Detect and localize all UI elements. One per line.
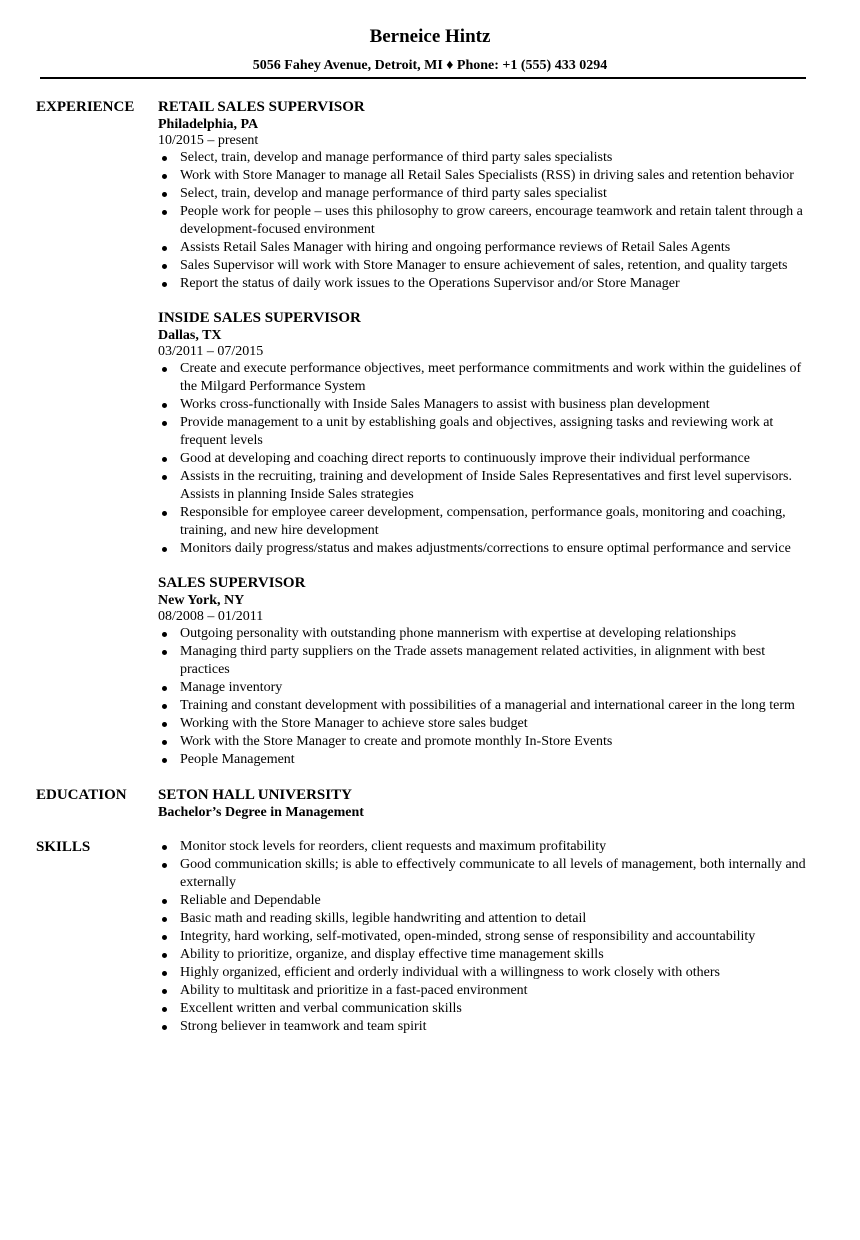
bullet-item: Create and execute performance objectives, meet performance commitments and work within the guidelines of the Milgard Performance System <box>158 360 808 396</box>
job-location: Philadelphia, PA <box>158 117 259 132</box>
skills-body <box>158 838 808 1036</box>
skill-item: Highly organized, efficient and orderly individual with a willingness to work closely with others <box>158 964 808 982</box>
experience-heading: EXPERIENCE <box>36 99 135 115</box>
skill-item: Reliable and Dependable <box>158 892 808 910</box>
bullet-item: Work with Store Manager to manage all Retail Sales Specialists (RSS) in driving sales and retention behavior <box>158 167 808 185</box>
education-section <box>0 786 860 821</box>
school-name: SETON HALL UNIVERSITY <box>158 787 352 803</box>
bullet-item: Training and constant development with possibilities of a managerial and international career in the long term <box>158 697 808 715</box>
bullet-item: People work for people – uses this philosophy to grow careers, encourage teamwork and retain talent through a development-focused environment <box>158 203 808 239</box>
bullet-item: Responsible for employee career development, compensation, performance goals, monitoring and coaching, training, and new hire development <box>158 504 808 540</box>
skills-heading: SKILLS <box>36 839 91 855</box>
job-location: New York, NY <box>158 593 245 608</box>
education-body <box>158 786 808 821</box>
bullet-item: Managing third party suppliers on the Trade assets management related activities, in alignment with best practices <box>158 643 808 679</box>
bullet-item: Work with the Store Manager to create and promote monthly In-Store Events <box>158 733 808 751</box>
job-title: SALES SUPERVISOR <box>158 575 306 591</box>
experience-body <box>158 98 808 769</box>
bullet-item: Provide management to a unit by establishing goals and objectives, assigning tasks and reviewing work at frequent levels <box>158 414 808 450</box>
job-entry <box>158 98 808 293</box>
degree-name: Bachelor’s Degree in Management <box>158 805 364 820</box>
skill-item: Excellent written and verbal communication skills <box>158 1000 808 1018</box>
skill-item: Basic math and reading skills, legible handwriting and attention to detail <box>158 910 808 928</box>
job-dates: 10/2015 – present <box>158 133 259 148</box>
bullet-item: Good at developing and coaching direct reports to continuously improve their individual performance <box>158 450 808 468</box>
bullet-item: Select, train, develop and manage performance of third party sales specialist <box>158 185 808 203</box>
bullet-item: Assists Retail Sales Manager with hiring and ongoing performance reviews of Retail Sales Agents <box>158 239 808 257</box>
bullet-item: Working with the Store Manager to achieve store sales budget <box>158 715 808 733</box>
bullet-item: People Management <box>158 751 808 769</box>
job-bullets <box>158 149 808 293</box>
resume-content <box>0 98 860 1053</box>
job-dates: 08/2008 – 01/2011 <box>158 609 264 624</box>
job-title: INSIDE SALES SUPERVISOR <box>158 310 361 326</box>
skill-item: Ability to multitask and prioritize in a fast-paced environment <box>158 982 808 1000</box>
skill-item: Integrity, hard working, self-motivated, open-minded, strong sense of responsibility and accountability <box>158 928 808 946</box>
skills-section <box>0 838 860 1036</box>
contact-line: 5056 Fahey Avenue, Detroit, MI ♦ Phone: +1 (555) 433 0294 <box>252 58 608 73</box>
education-heading: EDUCATION <box>36 787 127 803</box>
job-bullets <box>158 360 808 558</box>
job-entry <box>158 574 808 769</box>
experience-section <box>0 98 860 769</box>
resume-header <box>0 0 860 74</box>
bullet-item: Sales Supervisor will work with Store Manager to ensure achievement of sales, retention, and quality targets <box>158 257 808 275</box>
job-dates: 03/2011 – 07/2015 <box>158 344 264 359</box>
skill-item: Ability to prioritize, organize, and display effective time management skills <box>158 946 808 964</box>
job-entry <box>158 309 808 558</box>
bullet-item: Assists in the recruiting, training and development of Inside Sales Representatives and first level supervisors. Assists in planning Inside Sales strategies <box>158 468 808 504</box>
skill-item: Strong believer in teamwork and team spirit <box>158 1018 808 1036</box>
candidate-name: Berneice Hintz <box>369 26 491 47</box>
skill-item: Monitor stock levels for reorders, client requests and maximum profitability <box>158 838 808 856</box>
job-title: RETAIL SALES SUPERVISOR <box>158 99 365 115</box>
bullet-item: Works cross-functionally with Inside Sales Managers to assist with business plan development <box>158 396 808 414</box>
skills-bullets <box>158 838 808 1036</box>
bullet-item: Select, train, develop and manage performance of third party sales specialists <box>158 149 808 167</box>
bullet-item: Monitors daily progress/status and makes adjustments/corrections to ensure optimal performance and service <box>158 540 808 558</box>
job-bullets <box>158 625 808 769</box>
bullet-item: Manage inventory <box>158 679 808 697</box>
job-location: Dallas, TX <box>158 328 222 343</box>
bullet-item: Report the status of daily work issues to the Operations Supervisor and/or Store Manager <box>158 275 808 293</box>
bullet-item: Outgoing personality with outstanding phone mannerism with expertise at developing relationships <box>158 625 808 643</box>
header-divider <box>40 77 806 79</box>
skill-item: Good communication skills; is able to effectively communicate to all levels of management, both internally and externally <box>158 856 808 892</box>
